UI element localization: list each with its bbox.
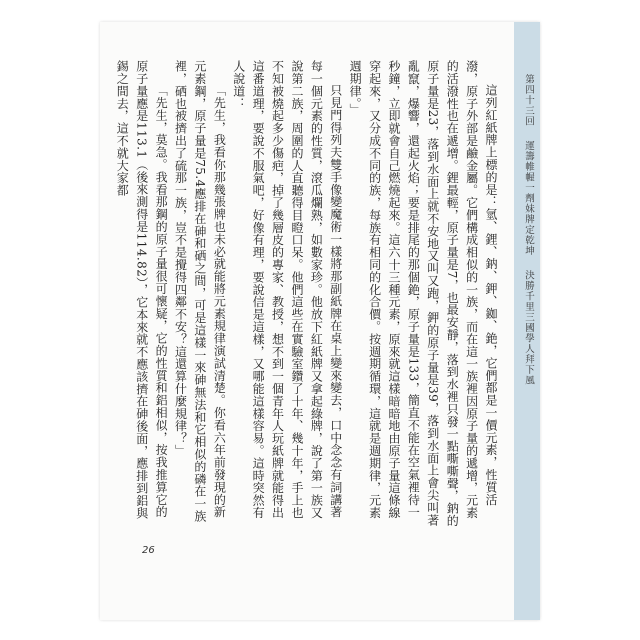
running-head — [521, 74, 535, 386]
running-head-title-right: 決勝千里三國學人拜下風 — [523, 270, 534, 386]
paragraph: 只見門得列夫雙手像變魔術一樣將那副紙牌在桌上變來變去，口中念念有詞講著每一個元素的性質，滾瓜爛熟，如數家珍。他放下紅紙牌又拿起綠牌，說了第一族又說第二族，周圍的人直聽得目瞪口呆。他們這些在實驗室鑽了十年、幾十年，手上也不知被燒起多少傷疤，掉了幾層皮的專家、教授，想不到一個青年人玩紙牌就能得出這番道理，要說不服氣吧，好像有理，要說信是這樣，又哪能這樣容易。這時突然有人說道： — [231, 60, 343, 519]
running-head-chapter: 第四十三回 — [523, 74, 534, 127]
paragraph: 「先生，我看你那幾張牌也未必就能將元素規律演試清楚。你看六年前發現的新元素鋼，原子量是75.4應排在砷和硒之間，可是這樣一來砷無法和它相似的磷在一族裡，硒也被擠出了硫那一族，豈不是攪得四鄰不安？這還算什麼規律？」 — [173, 60, 227, 523]
page-number: 26 — [142, 545, 155, 556]
paragraph: 這列紅紙牌上標的是：氫、鋰、鈉、鉀、銣、銫，它們都是一價元素，性質活潑，原子外部是鹼金屬。它們構成相似的一族，而在這一族裡因原子量的遞增，元素的活潑性也在遞增。鋰最輕，原子量是7，也最安靜，落到水裡只發一點嘶嘶聲，鈉的原子量是23，落到水面上就不安地又叫又跑，鉀的原子量是39，落到水面上會尖叫著亂竄，爆響，還起火焰；要是排尾的那個銫，原子量是133，簡直不能在空氣裡待一秒鐘，立即就會自己燃燒起來。這六十三種元素，原來就這樣暗暗地由原子量這條線穿起來，又分成不同的族，每族有相同的化合價。按週期循環，這就是週期律，元素週期律。」 — [348, 60, 498, 527]
book-page — [100, 22, 540, 620]
paragraph: 「先生，莫急。我看那鋼的原子量很可懷疑，它的性質和鋁相似，按我推算它的原子量應是113.1（後來測得是114.82），它本來就不應該擠在砷後面，應排到鋁與錫之間去，這不就大家都 — [115, 60, 169, 520]
body-text — [115, 60, 500, 530]
running-head-title-left: 運籌帷幄一劑妹牌定乾坤 — [523, 140, 534, 256]
running-head-band — [514, 22, 540, 620]
